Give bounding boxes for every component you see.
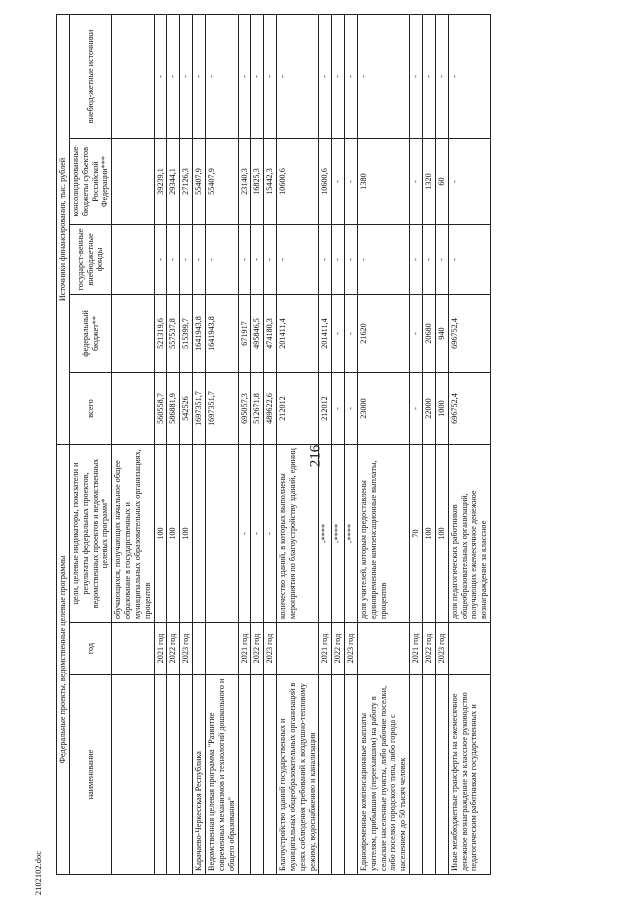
header-goals: цели, целевые индикаторы, показатели и результаты федеральных проектов, ведомственных проектов и ведомственных целевых программ* [69,445,111,623]
cell-total: 1000 [435,373,448,445]
table-row [251,14,264,874]
cell-offbudget: - [154,225,167,295]
cell-federal: 21620 [357,295,409,373]
cell-external: - [332,14,345,138]
cell-offbudget: - [319,225,332,295]
cell-offbudget: - [193,225,206,295]
cell-regional: 27126,3 [180,139,193,225]
cell-federal: 201411,4 [277,295,319,373]
cell-total: 22000 [423,373,436,445]
cell-goal: 100 [435,445,448,623]
cell-name [319,675,332,875]
cell-total [112,373,154,445]
cell-federal: 696752,4 [448,295,490,373]
cell-external: - [193,14,206,138]
table-row [345,14,358,874]
cell-total: 586881,9 [167,373,180,445]
table-row [205,14,238,874]
cell-total: 212012 [319,373,332,445]
table-row [154,14,167,874]
cell-year: 2021 год [238,623,251,675]
cell-external [112,14,154,138]
cell-year: 2023 год [345,623,358,675]
header-band: Федеральные проекты, ведомственные целевые программы [57,445,70,875]
header-name: наименование [69,675,111,875]
cell-regional: - [332,139,345,225]
cell-regional: - [345,139,358,225]
cell-goal: количество зданий, в которых выполнены мероприятия по благоустройству зданий, единиц [277,445,319,623]
cell-goal: - [251,445,264,623]
header-year: год [69,623,111,675]
cell-offbudget: - [423,225,436,295]
cell-regional: - [448,139,490,225]
cell-total: - [332,373,345,445]
cell-goal: 70 [410,445,423,623]
cell-federal: 474180,3 [264,295,277,373]
header-regional: консолидированные бюджеты субъектов Российской Федерации*** [69,139,111,225]
cell-goal: -**** [319,445,332,623]
cell-offbudget: - [435,225,448,295]
cell-total: 1697351,7 [193,373,206,445]
cell-federal: 201411,4 [319,295,332,373]
cell-name [332,675,345,875]
cell-goal: 100 [167,445,180,623]
header-federal: федеральный бюджет** [69,295,111,373]
cell-federal: 671917 [238,295,251,373]
cell-offbudget: - [167,225,180,295]
cell-regional: 39239,1 [154,139,167,225]
page-number: 216 [307,444,324,468]
cell-year: 2022 год [332,623,345,675]
header-external: внебюд-жетные источники [69,14,111,138]
cell-offbudget: - [410,225,423,295]
cell-offbudget: - [238,225,251,295]
cell-goal: обучающихся, получающих начальное общее образование в государственных и муниципальных образовательных организациях, процентов [112,445,154,623]
cell-external: - [448,14,490,138]
cell-name [154,675,167,875]
cell-federal: 521319,6 [154,295,167,373]
cell-regional: 1320 [423,139,436,225]
cell-year [193,623,206,675]
cell-federal: 940 [435,295,448,373]
cell-year: 2023 год [264,623,277,675]
cell-total: 212012 [277,373,319,445]
cell-offbudget: - [448,225,490,295]
cell-total: 23000 [357,373,409,445]
cell-total: 512671,8 [251,373,264,445]
cell-external: - [410,14,423,138]
cell-offbudget: - [332,225,345,295]
cell-external: - [238,14,251,138]
cell-external: - [167,14,180,138]
cell-goal: - [238,445,251,623]
table-row [277,14,319,874]
cell-external: - [345,14,358,138]
cell-total: 560558,7 [154,373,167,445]
cell-regional: 29344,1 [167,139,180,225]
document-footer: 2102102.doc [33,850,43,896]
table-row [193,14,206,874]
cell-federal: 495846,5 [251,295,264,373]
cell-name: Единовременные компенсационные выплаты учителям, прибывшим (переехавшим) на работу в сельские населенные пункты, либо рабочие поселки, либо поселки городского типа, либо города с населением до 50 тысяч человек [357,675,409,875]
cell-regional: - [410,139,423,225]
cell-name: Карачаево-Черкесская Республика [193,675,206,875]
cell-external: - [264,14,277,138]
cell-goal: 100 [180,445,193,623]
cell-external: - [180,14,193,138]
cell-regional: 16825,3 [251,139,264,225]
cell-name [345,675,358,875]
cell-year: 2023 год [180,623,193,675]
cell-year: 2022 год [251,623,264,675]
cell-federal: 1641943,8 [205,295,238,373]
header-total: всего [69,373,111,445]
cell-year [277,623,319,675]
cell-goal: -**** [345,445,358,623]
cell-federal [112,295,154,373]
cell-name [435,675,448,875]
financing-table [56,14,491,875]
cell-offbudget: - [277,225,319,295]
cell-offbudget: - [264,225,277,295]
cell-goal: доля педагогических работников общеобразовательных организаций, получающих ежемесячное денежное вознаграждение за классное [448,445,490,623]
table-row [423,14,436,874]
cell-year [357,623,409,675]
cell-name: Иные межбюджетные трансферты на ежемесячное денежное вознаграждение за классное руководство педагогическим работникам государственных и [448,675,490,875]
header-offbudget: государст-венные внебюджетные фонды [69,225,111,295]
cell-year: 2022 год [423,623,436,675]
cell-federal: - [332,295,345,373]
cell-offbudget: - [180,225,193,295]
cell-year: 2023 год [435,623,448,675]
table-row [112,14,154,874]
cell-year: 2021 год [154,623,167,675]
cell-name: Ведомственная целевая программа "Развитие современных механизмов и технологий дошкольного и общего образования" [205,675,238,875]
cell-year: 2022 год [167,623,180,675]
cell-name [238,675,251,875]
cell-federal: - [345,295,358,373]
cell-external: - [205,14,238,138]
cell-goal: - [264,445,277,623]
cell-external: - [319,14,332,138]
cell-external: - [435,14,448,138]
cell-federal: 1641943,8 [193,295,206,373]
cell-offbudget: - [251,225,264,295]
cell-regional: 60 [435,139,448,225]
table-row [357,14,409,874]
cell-name [251,675,264,875]
table-row [319,14,332,874]
cell-total: 542526 [180,373,193,445]
cell-name [180,675,193,875]
table-body [112,14,491,874]
cell-offbudget [112,225,154,295]
cell-total: - [410,373,423,445]
cell-goal: доля учителей, которым предоставлены единовременные компенсационные выплаты, процентов [357,445,409,623]
rotated-table-container [56,15,634,875]
cell-total: 695057,3 [238,373,251,445]
table-row [410,14,423,874]
cell-offbudget: - [205,225,238,295]
cell-year [205,623,238,675]
table-row [238,14,251,874]
cell-name [112,675,154,875]
cell-external: - [357,14,409,138]
cell-name [410,675,423,875]
cell-regional: 10600,6 [277,139,319,225]
table-row [448,14,490,874]
table-row [332,14,345,874]
cell-regional: 15442,3 [264,139,277,225]
cell-name: Благоустройство зданий государственных и муниципальных общеобразовательных организаций в целях соблюдения требований к воздушно-тепловому режиму, водоснабжению и канализации [277,675,319,875]
cell-year [448,623,490,675]
cell-goal [193,445,206,623]
cell-goal: -**** [332,445,345,623]
cell-external: - [423,14,436,138]
cell-goal: 100 [423,445,436,623]
cell-name [423,675,436,875]
cell-regional: 23140,3 [238,139,251,225]
cell-year: 2021 год [319,623,332,675]
cell-regional: 10600,6 [319,139,332,225]
header-sources-band: Источники финансирования, тыс. рублей [57,14,70,444]
cell-name [264,675,277,875]
cell-year [112,623,154,675]
cell-regional: 55407,9 [205,139,238,225]
cell-federal: 557537,8 [167,295,180,373]
cell-total: 489622,6 [264,373,277,445]
cell-regional [112,139,154,225]
cell-year: 2021 год [410,623,423,675]
cell-external: - [277,14,319,138]
cell-regional: 55407,9 [193,139,206,225]
cell-federal: - [410,295,423,373]
cell-offbudget: - [357,225,409,295]
cell-name [167,675,180,875]
cell-total: - [345,373,358,445]
cell-total: 696752,4 [448,373,490,445]
cell-offbudget: - [345,225,358,295]
cell-external: - [251,14,264,138]
cell-external: - [154,14,167,138]
cell-goal: 100 [154,445,167,623]
cell-regional: 1380 [357,139,409,225]
table-row [264,14,277,874]
cell-total: 1697351,7 [205,373,238,445]
table-row [180,14,193,874]
cell-federal: 515399,7 [180,295,193,373]
table-row [167,14,180,874]
cell-goal [205,445,238,623]
cell-federal: 20680 [423,295,436,373]
table-row [435,14,448,874]
